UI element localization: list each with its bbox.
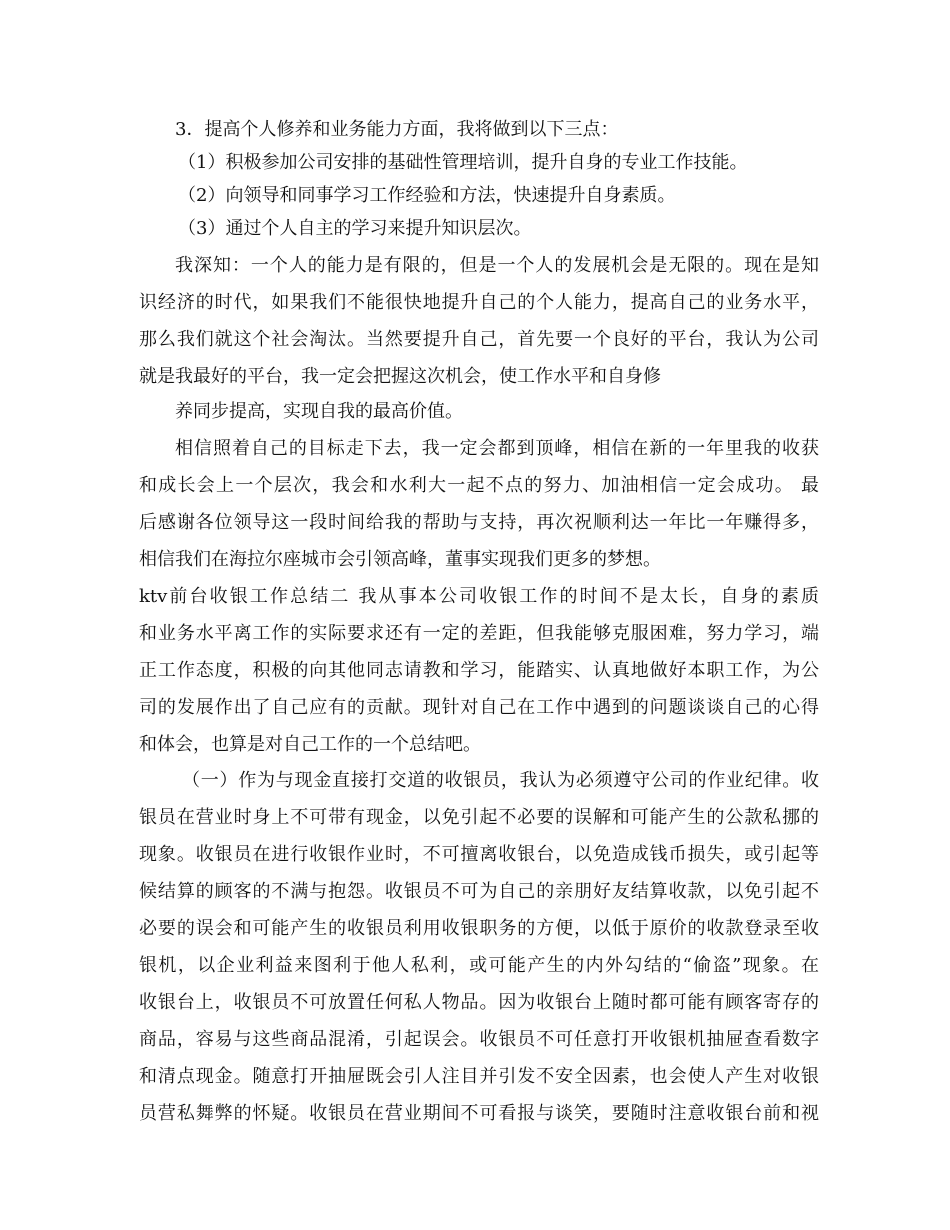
paragraph-line: 正工作态度，积极的向其他同志请教和学习，能踏实、认真地做好本职工作，为公 bbox=[139, 660, 819, 681]
paragraph-line: 必要的误会和可能产生的收银员利用收银职务的方便，以低于原价的收款登录至收 bbox=[139, 918, 819, 939]
paragraph-line: （1）积极参加公司安排的基础性管理培训，提升自身的专业工作技能。 bbox=[178, 152, 748, 173]
paragraph-line: （3）通过个人自主的学习来提升知识层次。 bbox=[178, 218, 532, 239]
paragraph-line: 收银台上，收银员不可放置任何私人物品。因为收银台上随时都可能有顾客寄存的 bbox=[139, 992, 819, 1013]
paragraph-line: 银机，以企业利益来图利于他人私利，或可能产生的内外勾结的“偷盗”现象。在 bbox=[139, 955, 819, 976]
paragraph-line: 银员在营业时身上不可带有现金，以免引起不必要的误解和可能产生的公款私挪的 bbox=[139, 807, 819, 828]
paragraph-line: 我深知：一个人的能力是有限的，但是一个人的发展机会是无限的。现在是知 bbox=[175, 255, 819, 276]
paragraph-line: 相信我们在海拉尔座城市会引领高峰，董事实现我们更多的梦想。 bbox=[139, 549, 661, 570]
paragraph-line: 那么我们就这个社会淘汰。当然要提升自己，首先要一个良好的平台，我认为公司 bbox=[139, 329, 819, 350]
paragraph-line: 后感谢各位领导这一段时间给我的帮助与支持，再次祝顺利达一年比一年赚得多， bbox=[139, 512, 819, 533]
paragraph-line: 养同步提高，实现自我的最高价值。 bbox=[175, 401, 463, 422]
paragraph-line: 和体会，也算是对自己工作的一个总结吧。 bbox=[139, 734, 481, 755]
paragraph-line: 候结算的顾客的不满与抱怨。收银员不可为自己的亲朋好友结算收款，以免引起不 bbox=[139, 881, 819, 902]
paragraph-line: 司的发展作出了自己应有的贡献。现针对自己在工作中遇到的问题谈谈自己的心得 bbox=[139, 697, 819, 718]
paragraph-line: ktv前台收银工作总结二 我从事本公司收银工作的时间不是太长，自身的素质 bbox=[139, 586, 819, 607]
paragraph-line: 现象。收银员在进行收银作业时，不可擅离收银台，以免造成钱币损失，或引起等 bbox=[139, 844, 819, 865]
paragraph-line: 和业务水平离工作的实际要求还有一定的差距，但我能够克服困难，努力学习，端 bbox=[139, 623, 819, 644]
paragraph-line: （2）向领导和同事学习工作经验和方法，快速提升自身素质。 bbox=[178, 185, 676, 206]
paragraph-line: （一）作为与现金直接打交道的收银员，我认为必须遵守公司的作业纪律。收 bbox=[182, 770, 819, 791]
paragraph-line: 就是我最好的平台，我一定会把握这次机会，使工作水平和自身修 bbox=[139, 366, 661, 387]
paragraph-line: 3．提高个人修养和业务能力方面，我将做到以下三点： bbox=[175, 119, 619, 140]
paragraph-line: 识经济的时代，如果我们不能很快地提升自己的个人能力，提高自己的业务水平， bbox=[139, 292, 819, 313]
paragraph-line: 员营私舞弊的怀疑。收银员在营业期间不可看报与谈笑，要随时注意收银台前和视 bbox=[139, 1103, 819, 1124]
paragraph-line: 商品，容易与这些商品混淆，引起误会。收银员不可任意打开收银机抽屉查看数字 bbox=[139, 1029, 819, 1050]
paragraph-line: 和清点现金。随意打开抽屉既会引人注目并引发不安全因素，也会使人产生对收银 bbox=[139, 1066, 819, 1087]
paragraph-line: 和成长会上一个层次，我会和水利大一起不点的努力、加油相信一定会成功。 最 bbox=[139, 475, 819, 496]
paragraph-line: 相信照着自己的目标走下去，我一定会都到顶峰，相信在新的一年里我的收获 bbox=[175, 438, 819, 459]
